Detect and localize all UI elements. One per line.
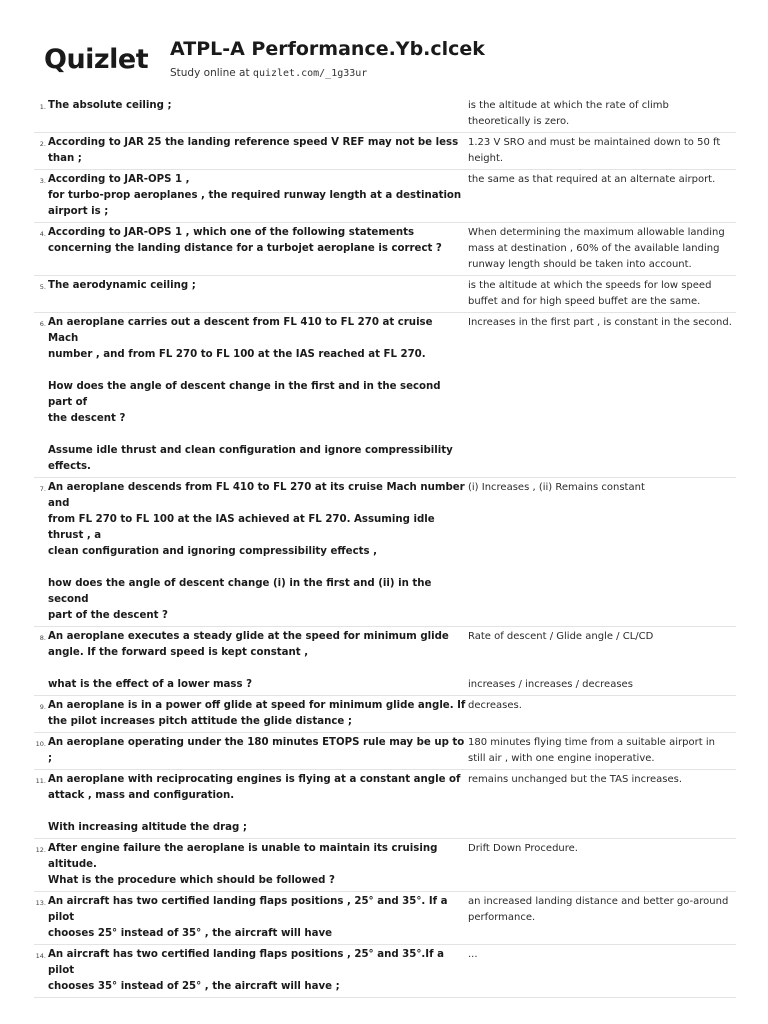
subtitle-prefix: Study online at bbox=[170, 67, 253, 79]
flashcard-row bbox=[34, 839, 736, 892]
flashcard-row bbox=[34, 945, 736, 998]
card-definition: an increased landing distance and better go-around performance. bbox=[468, 896, 729, 923]
flashcard-row bbox=[34, 276, 736, 313]
card-definition: decreases. bbox=[468, 700, 522, 711]
card-definition: ... bbox=[468, 949, 478, 960]
card-term: An aircraft has two certified landing flaps positions , 25° and 35°. If a pilot chooses 25° instead of 35° , the aircraft will have bbox=[48, 896, 448, 939]
card-term: An aeroplane is in a power off glide at speed for minimum glide angle. If the pilot increases pitch attitude the glide distance ; bbox=[48, 700, 466, 727]
card-number: 8. bbox=[39, 634, 46, 642]
card-number: 9. bbox=[39, 703, 46, 711]
flashcard-row bbox=[34, 696, 736, 733]
card-term: According to JAR-OPS 1 , which one of the following statements concerning the landing distance for a turbojet aeroplane is correct ? bbox=[48, 227, 442, 254]
page-title: ATPL-A Performance.Yb.clcek bbox=[170, 38, 485, 60]
card-number: 12. bbox=[35, 846, 46, 854]
flashcard-row bbox=[34, 733, 736, 770]
card-definition: is the altitude at which the speeds for low speed buffet and for high speed buffet are the same. bbox=[468, 280, 712, 307]
card-definition: is the altitude at which the rate of climb theoretically is zero. bbox=[468, 100, 669, 127]
card-term: An aeroplane carries out a descent from FL 410 to FL 270 at cruise Mach number , and from FL 270 to FL 100 at the IAS reached at FL 270. How does the angle of descent change in the first and in the second part of the descent ? Assume idle thrust and clean configuration and ignore compressibility effects. bbox=[48, 317, 453, 472]
card-number: 1. bbox=[39, 103, 46, 111]
card-number: 14. bbox=[35, 952, 46, 960]
card-definition: the same as that required at an alternate airport. bbox=[468, 174, 716, 185]
card-term: According to JAR-OPS 1 , for turbo-prop aeroplanes , the required runway length at a destination airport is ; bbox=[48, 174, 462, 217]
card-term: The aerodynamic ceiling ; bbox=[48, 280, 196, 291]
card-definition: Increases in the first part , is constant in the second. bbox=[468, 317, 732, 328]
card-definition: 1.23 V SRO and must be maintained down to 50 ft height. bbox=[468, 137, 721, 164]
study-online-line bbox=[170, 66, 367, 81]
flashcard-list bbox=[34, 96, 736, 998]
card-definition: Rate of descent / Glide angle / CL/CD increases / increases / decreases bbox=[468, 631, 654, 690]
flashcard-row bbox=[34, 170, 736, 223]
card-number: 10. bbox=[35, 740, 46, 748]
card-term: An aircraft has two certified landing flaps positions , 25° and 35°.If a pilot chooses 35° instead of 25° , the aircraft will have ; bbox=[48, 949, 444, 992]
flashcard-row bbox=[34, 892, 736, 945]
quizlet-logo[interactable]: Quizlet bbox=[44, 44, 149, 75]
card-number: 13. bbox=[35, 899, 46, 907]
card-definition: When determining the maximum allowable landing mass at destination , 60% of the available landing runway length should be taken into account. bbox=[468, 227, 725, 270]
flashcard-row bbox=[34, 133, 736, 170]
study-url-link[interactable]: quizlet.com/_1g33ur bbox=[252, 68, 368, 79]
card-term: The absolute ceiling ; bbox=[48, 100, 172, 111]
flashcard-row bbox=[34, 627, 736, 696]
card-term: An aeroplane descends from FL 410 to FL 270 at its cruise Mach number and from FL 270 to FL 100 at the IAS achieved at FL 270. Assuming idle thrust , a clean configuration and ignoring compressibility effects , how does the angle of descent change (i) in the first and (ii) in the second part of the descent ? bbox=[48, 482, 465, 621]
document-header bbox=[36, 36, 736, 86]
flashcard-row bbox=[34, 223, 736, 276]
flashcard-row bbox=[34, 770, 736, 839]
card-number: 7. bbox=[39, 485, 46, 493]
card-number: 6. bbox=[39, 320, 46, 328]
card-definition: (i) Increases , (ii) Remains constant bbox=[468, 482, 645, 493]
card-term: An aeroplane operating under the 180 minutes ETOPS rule may be up to ; bbox=[48, 737, 465, 764]
card-term: According to JAR 25 the landing reference speed V REF may not be less than ; bbox=[48, 137, 459, 164]
card-number: 4. bbox=[39, 230, 46, 238]
card-definition: Drift Down Procedure. bbox=[468, 843, 578, 854]
card-term: An aeroplane with reciprocating engines is flying at a constant angle of attack , mass and configuration. With increasing altitude the drag ; bbox=[48, 774, 461, 833]
card-definition: remains unchanged but the TAS increases. bbox=[468, 774, 683, 785]
flashcard-row bbox=[34, 478, 736, 627]
card-number: 11. bbox=[35, 777, 46, 785]
card-term: After engine failure the aeroplane is unable to maintain its cruising altitude. What is the procedure which should be followed ? bbox=[48, 843, 438, 886]
card-number: 2. bbox=[39, 140, 46, 148]
card-term: An aeroplane executes a steady glide at the speed for minimum glide angle. If the forward speed is kept constant , what is the effect of a lower mass ? bbox=[48, 631, 449, 690]
card-number: 5. bbox=[39, 283, 46, 291]
flashcard-row bbox=[34, 313, 736, 478]
card-definition: 180 minutes flying time from a suitable airport in still air , with one engine inoperative. bbox=[468, 737, 715, 764]
card-number: 3. bbox=[39, 177, 46, 185]
flashcard-row bbox=[34, 96, 736, 133]
